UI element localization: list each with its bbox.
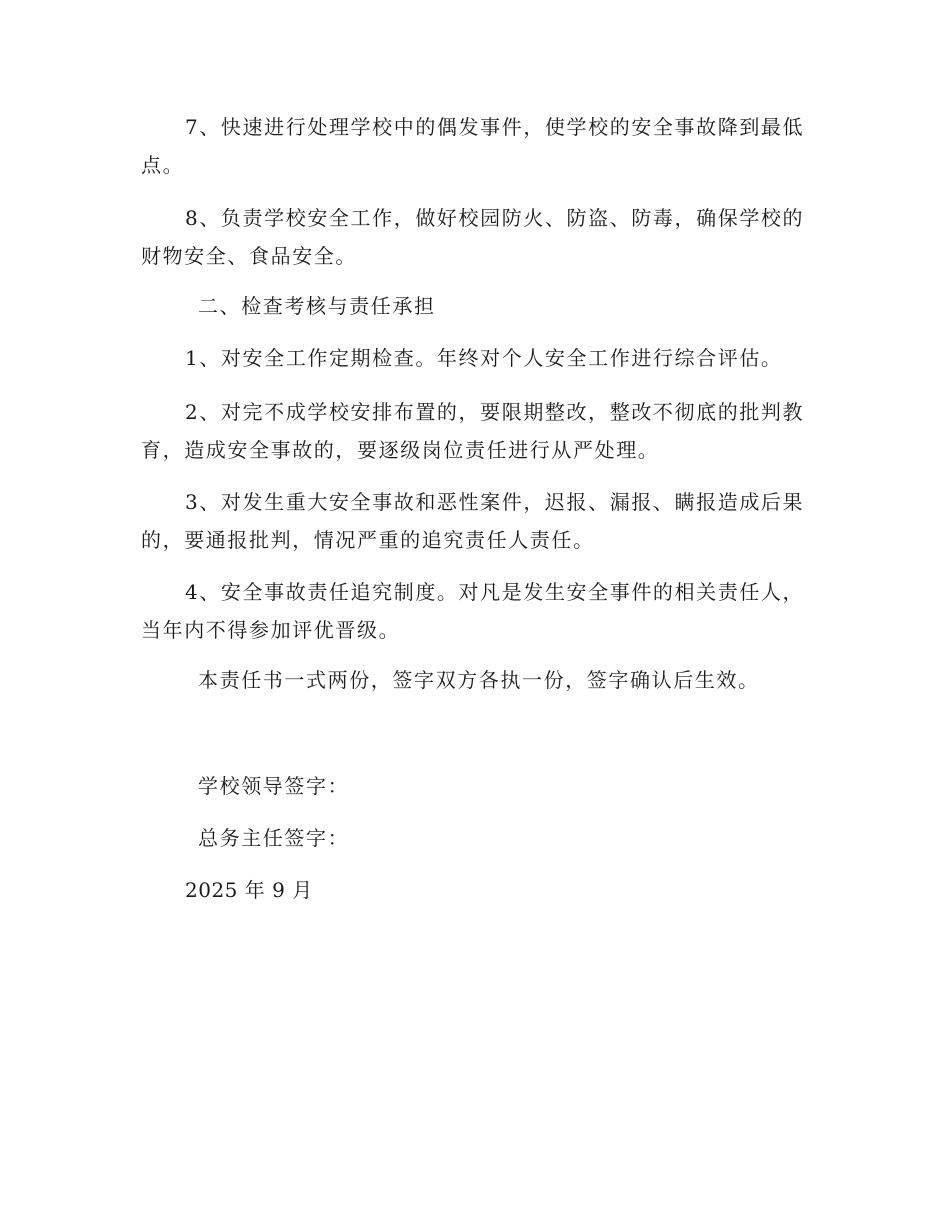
clause-8: 8、负责学校安全工作，做好校园防火、防盗、防毒，确保学校的财物安全、食品安全。 <box>141 206 805 268</box>
section-two-heading: 二、检查考核与责任承担 <box>198 294 436 318</box>
clause-3: 3、对发生重大安全事故和恶性案件，迟报、漏报、瞒报造成后果的，要通报批判，情况严重的追究责任人责任。 <box>141 490 805 552</box>
school-leader-signature-label: 学校领导签字： <box>198 774 350 798</box>
general-affairs-signature-label: 总务主任签字： <box>198 826 350 850</box>
clause-1: 1、对安全工作定期检查。年终对个人安全工作进行综合评估。 <box>185 346 783 370</box>
clause-2: 2、对完不成学校安排布置的，要限期整改，整改不彻底的批判教育，造成安全事故的，要逐级岗位责任进行从严处理。 <box>141 400 805 462</box>
clause-7: 7、快速进行处理学校中的偶发事件，使学校的安全事故降到最低点。 <box>141 115 805 177</box>
clause-4: 4、安全事故责任追究制度。对凡是发生安全事件的相关责任人，当年内不得参加评优晋级。 <box>141 580 805 642</box>
document-date: 2025 年 9 月 <box>185 878 313 902</box>
closing-note: 本责任书一式两份，签字双方各执一份，签字确认后生效。 <box>198 668 760 692</box>
